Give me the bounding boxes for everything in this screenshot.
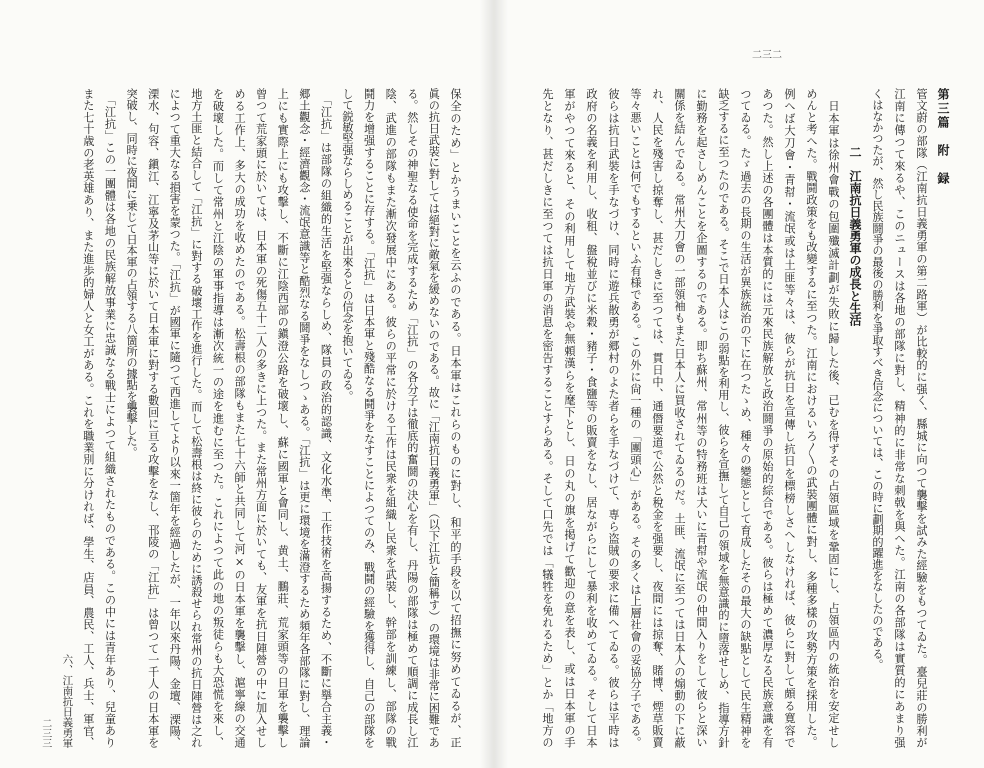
text-column: 政府の名義を利用し、收租、盤稅並びに米穀・豬子・食鹽等の販賣をなし、居ながらにして暴利を收めてゐる。そして日本: [585, 88, 598, 748]
text-column: 日本軍は徐州會戰の包圍殲滅計劃が失敗に歸した後、已むを得ずその占領區域を鞏固にし、占領區内の統治を安定せし: [827, 88, 840, 748]
text-column: 彼らは抗日武裝を手なづけ、同時に遊兵散勇が郷村のよた者らを手なづけて、専ら盗賊の要求に備へてゐる。彼らは平時は: [607, 88, 620, 748]
text-column: 江南に傳つて來るや、このニュースは各地の部隊に對し、精神的に非常な刺戟を與へた。江南の各部隊は實質的にあまり强: [893, 88, 906, 748]
text-column: くはなかつたが、然し民族鬪爭の最後の勝利を爭取すべき信念については、この時に劃期的躍進をなしたのである。: [871, 88, 884, 671]
text-column: 鬪力を增强することに存する。「江抗」は日本軍と殘酷なる鬪爭をなすことによつてのみ、戰鬪の經驗を獲得し、自己の部隊を: [362, 88, 376, 748]
text-column: 先となり、甚だしきに至つては抗日軍の消息を密告することすらある。そして口先では「犠牲を免れるため」とか「地方の: [541, 88, 554, 748]
text-column: 例へば大刀會・青幇・流氓或は土匪等々は、彼らが抗日を宣傳し抗日を標榜しさへしなければ、彼らに對して頗る寛容で: [783, 88, 796, 748]
text-column: 管文蔚の部隊（江南抗日義勇軍の第二路軍）が比較的に强く、縣城に向つて襲擊を試みた經驗をもつてゐた。臺兒莊の勝利が: [915, 88, 928, 748]
text-column: に勤務を起さしめんことを企圖するのである。即ち蘇州、常州等の特務班は大いに青幇や流氓の仲間入りをして彼らと深い: [695, 88, 708, 748]
text-column: を破壞した。而して常州と江陰の軍事指導は漸次統一の途を進むに至つた。これによつて此の地の叛徒らも大恐慌を來し、: [211, 88, 225, 748]
text-column: 郷土觀念・經濟觀念・流氓意識等と酷烈なる鬪爭をなしつゝある。「江抗」は更に環境を滿澄するため頻年各部隊に對し、理論: [297, 88, 311, 748]
left-running-head: 六、江南抗日義勇軍: [61, 653, 74, 748]
text-column: また七十歳の老英雄あり、また進歩的婦人と女工がある。これを職業別に分ければ、學生、店員、農民、工人、兵士、軍官、: [81, 88, 95, 748]
left-page: [34, 88, 466, 748]
text-column: あつた。然し上述の各團體は本質的には元來民族解放と政治鬪爭の原始的綜合である。彼らは極めて濃厚なる民族意識を有: [761, 88, 774, 748]
book-gutter: [480, 0, 508, 768]
text-column: によつて重大なる損害を蒙つた。「江抗」が國軍に隨つて西進してより以來一箇年を經過したが、一年以來丹陽、金壇、溧陽、: [168, 88, 182, 748]
text-column: つてゐる。たゞ過去の長期の生活が異族統治の下に在つたゝめ、種々の變態として育成したその最大の缺點として民生精神を: [739, 88, 752, 748]
text-column: して鋭敏堅强ならしめることが出來るとの信念を抱いてゐる。: [341, 88, 355, 402]
text-column: る。然しその神聖なる使命を完成するため「江抗」の各分子は徹底的奮鬪の決心を有し、丹陽の部隊は極めて順調に成長し江: [405, 88, 419, 748]
text-column: 突破し、同時に夜間に乗じて日本軍の占領する八箇所の據點を襲擊した。: [125, 88, 139, 458]
right-page-number: 二三二: [752, 50, 782, 61]
text-column: れ、人民を殘害し掠奪し、甚だしきに至つては、貫日中、通僭要道で公然と稅金を强要し、夜間には掠奪、賭博、煙草販賣: [651, 88, 664, 748]
text-column: 曾つて荒家頭に於いては、日本軍の死傷五十二人の多きに上つた。また常州方面に於いても、友軍を抗日陣營の中に加入せし: [254, 88, 268, 748]
text-column: 地方土匪と結合して「江抗」に對する破壞工作を進行した。而して松壽根は終に彼らのために誘殺せられ常州の抗日陣營は之れ: [189, 88, 203, 748]
text-column: 等々悪いことは何でもするといふ有様である。この外に尙一種の「團頭心」がある。その多くは上層社會の妥協分子である。: [629, 88, 642, 748]
text-column: 缺乏するに至つたのである。そこで日本人はこの弱點を利用し、彼らを宣撫して自己の領域を無意識的に墮落せしめ、指導方針: [717, 88, 730, 748]
text-column: 「江抗」は部隊の組織的生活を堅强ならしめ、隊員の政治的認識、文化水準、工作技術を高揚するため、不斷に擧合主義・: [319, 88, 333, 748]
right-page: [536, 88, 954, 748]
text-column: 「江抗」この一團體は各地の民族解放事業に忠誠なる戰士によつて組織されたものである。この中には青年あり、兒童あり: [103, 88, 117, 748]
left-page-number: 二三三: [39, 718, 51, 748]
text-column: めんと考へた。戰鬪政策をも改變するに至つた。江南におけるいろ〳〵の武裝團體に對し、多種多樣の攻勢方策を採用した。: [805, 88, 818, 748]
text-column: 眞の抗日武裝に對しては絕對に敵氣を緩めないのである。故に「江南抗日義勇軍」（以下江抗と簡稱す）の環境は非常に困難であ: [427, 88, 441, 748]
text-column: める工作上、多大の成功を收めたのである。松壽根の部隊もまた七十六師と共同して河×の日本軍を襲擊し、滬寧線の交通: [233, 88, 247, 748]
text-column: 陰、武進の部隊もまた漸次發展中にある。彼らの平常に於ける工作は民衆を組織し民衆を武裝し、幹部を訓練し、部隊の戰: [384, 88, 398, 748]
text-column: 關係を結んでゐる。常州大刀會の一部領袖もまた日本人に買收されてゐるのだ。土匪、流氓に至つては日本人の煽動の下に蔽: [673, 88, 686, 748]
section-heading: 二 江南抗日義勇軍の成長と生活: [848, 146, 862, 326]
text-column: 保全のため」とかうまいことを云ふのである。日本軍はこれらのものに對し、和平的手段を以て招撫に努めてゐるが、正: [449, 88, 462, 748]
right-running-head: 第三篇 附 録: [936, 88, 950, 186]
text-column: 溧水、句容、鎭江、江寧及茅山等に於いて日本軍に對する數回に亘る攻擊をなし、邗陵の「江抗」は曾つて一千人の日本軍を: [146, 88, 160, 748]
text-column: 上にも實際上にも攻擊し、不斷に江陰西部の鎭澄公路を破壞し、蘇に國軍と會同し、黄土、鵬莊、荒家頭等の日軍を襲擊し: [276, 88, 290, 748]
text-column: 軍がやつて來ると、その利用して地方武裝や無頼漢らを麾下とし、日の丸の旗を掲げて歡迎の意を表し、或は日本軍の手: [563, 88, 576, 748]
